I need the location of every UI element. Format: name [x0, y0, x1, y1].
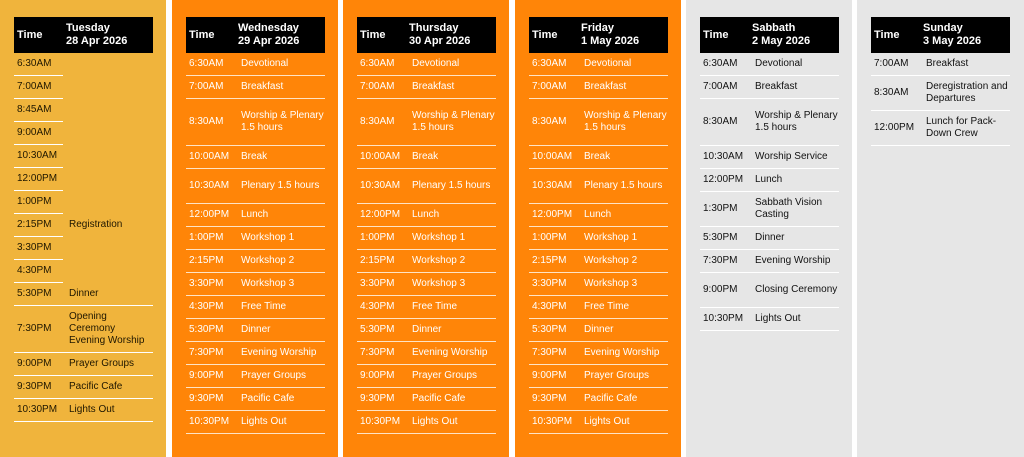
time-cell: 10:30AM [529, 169, 578, 204]
time-cell: 2:15PM [186, 250, 235, 273]
table-row [357, 76, 496, 99]
table-row [186, 250, 325, 273]
schedule-body [186, 53, 325, 434]
time-cell: 10:30AM [700, 146, 749, 169]
schedule-body [357, 53, 496, 434]
table-row [186, 53, 325, 76]
time-cell: 10:30PM [700, 308, 749, 331]
table-row [186, 76, 325, 99]
table-row [357, 365, 496, 388]
event-cell: Break [578, 146, 668, 169]
event-cell: Workshop 3 [235, 273, 325, 296]
event-cell: Workshop 3 [406, 273, 496, 296]
table-row [14, 399, 153, 422]
event-cell: Workshop 1 [235, 227, 325, 250]
table-row [700, 273, 839, 308]
event-cell [63, 99, 153, 122]
day-header [235, 17, 325, 53]
event-cell: Pacific Cafe [63, 376, 153, 399]
event-cell: Workshop 1 [406, 227, 496, 250]
time-cell: 12:00PM [186, 204, 235, 227]
time-cell: 7:30PM [186, 342, 235, 365]
time-header: Time [700, 17, 749, 53]
event-cell: Lights Out [749, 308, 839, 331]
table-row [357, 342, 496, 365]
event-cell: Worship & Plenary 1.5 hours [406, 99, 496, 146]
day-date: 30 Apr 2026 [409, 35, 471, 47]
event-cell [63, 122, 153, 145]
event-cell: Dinner [235, 319, 325, 342]
day-date: 29 Apr 2026 [238, 35, 300, 47]
event-cell: Pacific Cafe [406, 388, 496, 411]
table-row [529, 411, 668, 434]
day-date: 28 Apr 2026 [66, 35, 128, 47]
schedule-table [700, 17, 839, 331]
table-row [186, 365, 325, 388]
event-cell: Workshop 3 [578, 273, 668, 296]
time-cell: 5:30PM [700, 227, 749, 250]
table-row [14, 76, 153, 99]
table-row [357, 411, 496, 434]
table-row [186, 388, 325, 411]
event-cell: Worship Service [749, 146, 839, 169]
day-header [578, 17, 668, 53]
event-cell: Workshop 2 [578, 250, 668, 273]
event-cell: Breakfast [920, 53, 1010, 76]
event-cell: Plenary 1.5 hours [578, 169, 668, 204]
table-row [529, 204, 668, 227]
event-cell: Worship & Plenary 1.5 hours [578, 99, 668, 146]
event-cell: Worship & Plenary 1.5 hours [235, 99, 325, 146]
time-cell: 9:30PM [529, 388, 578, 411]
time-header: Time [357, 17, 406, 53]
table-header [529, 17, 668, 53]
time-cell: 5:30PM [14, 283, 63, 306]
event-cell: Plenary 1.5 hours [406, 169, 496, 204]
time-cell: 6:30AM [529, 53, 578, 76]
day-header [63, 17, 153, 53]
time-cell: 10:30PM [14, 399, 63, 422]
time-cell: 10:30PM [529, 411, 578, 434]
table-row [700, 99, 839, 146]
table-row [14, 122, 153, 145]
event-cell: Lunch [749, 169, 839, 192]
event-cell: Plenary 1.5 hours [235, 169, 325, 204]
table-row [357, 319, 496, 342]
day-column-tuesday [0, 0, 166, 457]
schedule-table [14, 17, 153, 422]
time-cell: 1:00PM [529, 227, 578, 250]
table-row [14, 376, 153, 399]
event-cell: Lunch [578, 204, 668, 227]
table-header [700, 17, 839, 53]
event-cell: Evening Worship [578, 342, 668, 365]
table-row [357, 169, 496, 204]
table-row [700, 146, 839, 169]
event-cell: Lights Out [63, 399, 153, 422]
table-row [186, 319, 325, 342]
schedule-table [186, 17, 325, 434]
table-row [357, 296, 496, 319]
event-cell: Prayer Groups [406, 365, 496, 388]
time-cell: 7:30PM [14, 306, 63, 353]
event-cell: Dinner [63, 283, 153, 306]
day-name: Friday [581, 22, 615, 34]
day-column-thursday [343, 0, 509, 457]
time-cell: 9:00PM [14, 353, 63, 376]
time-cell: 10:00AM [186, 146, 235, 169]
time-cell: 7:00AM [529, 76, 578, 99]
time-cell: 5:30PM [357, 319, 406, 342]
day-name: Sunday [923, 22, 963, 34]
day-date: 1 May 2026 [581, 35, 640, 47]
time-cell: 7:30PM [529, 342, 578, 365]
event-cell: Evening Worship [749, 250, 839, 273]
time-cell: 1:00PM [186, 227, 235, 250]
day-name: Wednesday [238, 22, 299, 34]
event-cell: Breakfast [578, 76, 668, 99]
time-cell: 7:30PM [357, 342, 406, 365]
event-cell: Prayer Groups [63, 353, 153, 376]
time-cell: 9:00PM [357, 365, 406, 388]
time-cell: 9:00AM [14, 122, 63, 145]
event-cell: Break [235, 146, 325, 169]
table-row [14, 53, 153, 76]
table-row [871, 111, 1010, 146]
table-row [357, 388, 496, 411]
time-cell: 7:00AM [14, 76, 63, 99]
time-header: Time [871, 17, 920, 53]
table-row [700, 169, 839, 192]
time-cell: 2:15PM [529, 250, 578, 273]
time-cell: 1:30PM [700, 192, 749, 227]
time-cell: 3:30PM [186, 273, 235, 296]
table-row [186, 99, 325, 146]
table-header [14, 17, 153, 53]
event-cell: Lights Out [235, 411, 325, 434]
time-cell: 5:30PM [529, 319, 578, 342]
event-cell: Prayer Groups [578, 365, 668, 388]
event-cell: Pacific Cafe [235, 388, 325, 411]
table-row [700, 227, 839, 250]
time-cell: 6:30AM [14, 53, 63, 76]
event-cell: Evening Worship [235, 342, 325, 365]
table-row [529, 319, 668, 342]
time-cell: 12:00PM [14, 168, 63, 191]
schedule-table [871, 17, 1010, 146]
day-date: 3 May 2026 [923, 35, 982, 47]
time-cell: 7:00AM [186, 76, 235, 99]
time-cell: 2:15PM [357, 250, 406, 273]
time-cell: 1:00PM [14, 191, 63, 214]
time-header: Time [186, 17, 235, 53]
event-cell [63, 76, 153, 99]
time-cell: 10:00AM [529, 146, 578, 169]
time-cell: 4:30PM [186, 296, 235, 319]
event-cell: Breakfast [406, 76, 496, 99]
day-name: Sabbath [752, 22, 796, 34]
event-cell: Deregistration and Departures [920, 76, 1010, 111]
table-row [529, 250, 668, 273]
event-cell [63, 53, 153, 76]
event-cell: Sabbath Vision Casting [749, 192, 839, 227]
table-row [871, 53, 1010, 76]
time-cell: 10:30AM [14, 145, 63, 168]
table-row [529, 53, 668, 76]
time-cell: 12:00PM [357, 204, 406, 227]
day-name: Thursday [409, 22, 459, 34]
event-cell: Workshop 2 [235, 250, 325, 273]
time-cell: 8:30AM [871, 76, 920, 111]
time-cell: 8:30AM [357, 99, 406, 146]
schedule-body [871, 53, 1010, 146]
event-cell: Dinner [406, 319, 496, 342]
time-cell: 1:00PM [357, 227, 406, 250]
time-cell: 9:30PM [357, 388, 406, 411]
table-row [14, 283, 153, 306]
time-cell: 12:00PM [700, 169, 749, 192]
event-cell: Worship & Plenary 1.5 hours [749, 99, 839, 146]
time-cell: 4:30PM [14, 260, 63, 283]
event-cell: Lunch [235, 204, 325, 227]
time-cell: 9:30PM [186, 388, 235, 411]
table-row [14, 145, 153, 168]
table-row [357, 53, 496, 76]
table-row [529, 99, 668, 146]
event-cell [63, 145, 153, 168]
event-cell: Breakfast [235, 76, 325, 99]
table-row [529, 169, 668, 204]
table-row [357, 204, 496, 227]
schedule-table [357, 17, 496, 434]
event-cell: Lunch [406, 204, 496, 227]
table-row [186, 342, 325, 365]
time-cell: 8:30AM [186, 99, 235, 146]
time-cell: 9:00PM [700, 273, 749, 308]
day-column-sabbath [686, 0, 852, 457]
event-cell: Workshop 2 [406, 250, 496, 273]
table-row [186, 273, 325, 296]
time-header: Time [529, 17, 578, 53]
time-cell: 3:30PM [357, 273, 406, 296]
table-row [14, 306, 153, 353]
time-cell: 7:00AM [357, 76, 406, 99]
event-cell: Evening Worship [406, 342, 496, 365]
time-cell: 2:15PM [14, 214, 63, 237]
table-row [529, 146, 668, 169]
event-cell: Lunch for Pack-Down Crew [920, 111, 1010, 146]
table-row [14, 353, 153, 376]
event-cell: Lights Out [578, 411, 668, 434]
time-cell: 8:30AM [529, 99, 578, 146]
day-column-sunday [857, 0, 1024, 457]
time-cell: 6:30AM [357, 53, 406, 76]
table-row [186, 169, 325, 204]
time-cell: 5:30PM [186, 319, 235, 342]
time-cell: 10:30PM [357, 411, 406, 434]
time-cell: 10:30AM [186, 169, 235, 204]
table-row [529, 365, 668, 388]
table-header [871, 17, 1010, 53]
day-header [749, 17, 839, 53]
table-row [529, 76, 668, 99]
event-cell: Opening Ceremony Evening Worship [63, 306, 153, 353]
table-row [357, 99, 496, 146]
event-cell: Closing Ceremony [749, 273, 839, 308]
event-cell-registration: Registration [69, 219, 123, 230]
table-row [357, 146, 496, 169]
time-cell: 6:30AM [186, 53, 235, 76]
table-row [357, 227, 496, 250]
time-cell: 7:30PM [700, 250, 749, 273]
schedule-body [700, 53, 839, 331]
schedule-body [529, 53, 668, 434]
event-cell: Lights Out [406, 411, 496, 434]
event-cell: Free Time [406, 296, 496, 319]
table-row [186, 146, 325, 169]
event-cell: Devotional [578, 53, 668, 76]
time-cell: 9:00PM [186, 365, 235, 388]
table-row [871, 76, 1010, 111]
day-column-wednesday [172, 0, 338, 457]
table-header [186, 17, 325, 53]
time-cell: 10:00AM [357, 146, 406, 169]
time-cell: 8:30AM [700, 99, 749, 146]
day-date: 2 May 2026 [752, 35, 811, 47]
day-header [920, 17, 1010, 53]
time-cell: 10:30AM [357, 169, 406, 204]
table-row [357, 250, 496, 273]
day-name: Tuesday [66, 22, 110, 34]
event-cell: Dinner [578, 319, 668, 342]
table-row [529, 296, 668, 319]
time-cell: 4:30PM [529, 296, 578, 319]
time-cell: 4:30PM [357, 296, 406, 319]
event-cell: Devotional [749, 53, 839, 76]
time-cell: 10:30PM [186, 411, 235, 434]
table-row [700, 76, 839, 99]
day-header [406, 17, 496, 53]
schedule-table [529, 17, 668, 434]
day-column-friday [515, 0, 681, 457]
table-row [14, 99, 153, 122]
time-cell: 12:00PM [529, 204, 578, 227]
table-row [700, 250, 839, 273]
table-row [529, 227, 668, 250]
event-cell: Workshop 1 [578, 227, 668, 250]
table-row [357, 273, 496, 296]
table-row [186, 204, 325, 227]
event-cell: Free Time [235, 296, 325, 319]
event-cell: Pacific Cafe [578, 388, 668, 411]
time-cell: 6:30AM [700, 53, 749, 76]
time-cell: 12:00PM [871, 111, 920, 146]
table-row [700, 53, 839, 76]
time-header: Time [14, 17, 63, 53]
event-cell: Devotional [235, 53, 325, 76]
time-cell: 9:30PM [14, 376, 63, 399]
event-cell: Dinner [749, 227, 839, 250]
event-cell: Devotional [406, 53, 496, 76]
table-row [186, 411, 325, 434]
time-cell: 8:45AM [14, 99, 63, 122]
time-cell: 3:30PM [14, 237, 63, 260]
event-cell: Prayer Groups [235, 365, 325, 388]
time-cell: 7:00AM [700, 76, 749, 99]
time-cell: 3:30PM [529, 273, 578, 296]
table-row [529, 342, 668, 365]
time-cell: 9:00PM [529, 365, 578, 388]
table-row [700, 308, 839, 331]
table-row [700, 192, 839, 227]
time-cell: 7:00AM [871, 53, 920, 76]
table-header [357, 17, 496, 53]
table-row [14, 168, 153, 191]
table-row [529, 388, 668, 411]
table-row [186, 296, 325, 319]
event-cell: Break [406, 146, 496, 169]
event-cell: Breakfast [749, 76, 839, 99]
event-cell: Free Time [578, 296, 668, 319]
table-row [186, 227, 325, 250]
table-row [529, 273, 668, 296]
